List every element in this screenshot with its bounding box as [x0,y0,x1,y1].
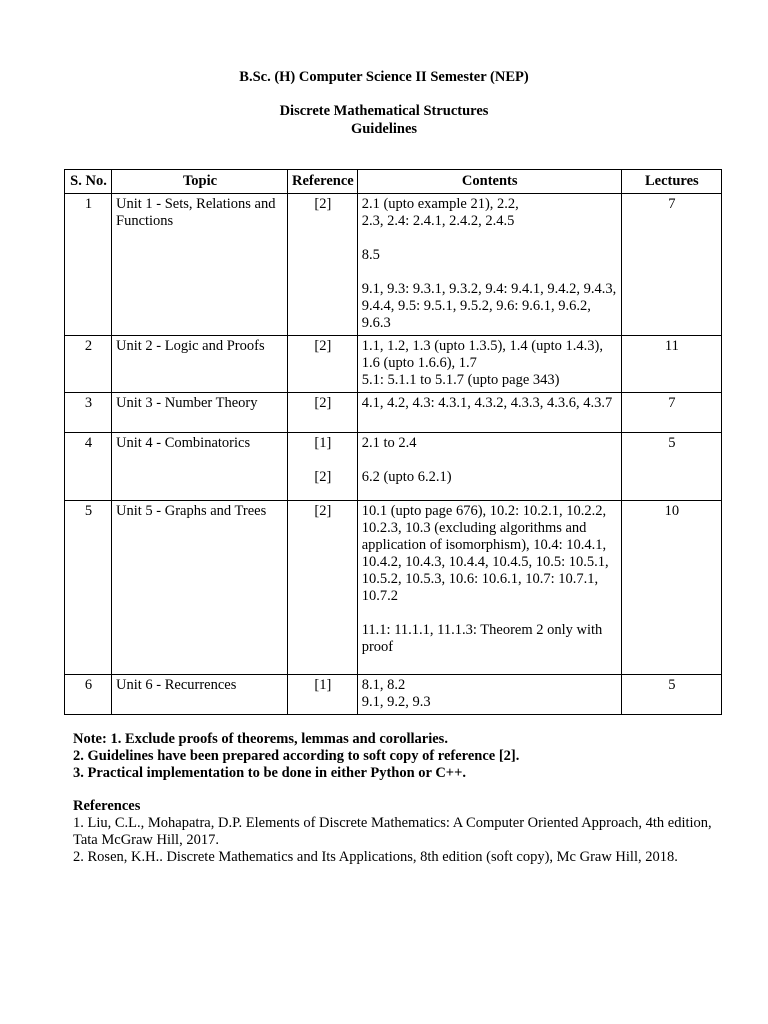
table-row [65,194,722,336]
cell-sno: 3 [65,393,112,433]
column-header-sno: S. No. [65,170,112,194]
cell-topic: Unit 5 - Graphs and Trees [112,501,288,675]
note-line: 3. Practical implementation to be done in either Python or C++. [73,765,466,781]
notes-section [73,731,519,782]
contents-block: 2.1 to 2.4 [361,435,417,451]
cell-topic: Unit 2 - Logic and Proofs [112,336,288,393]
cell-topic: Unit 3 - Number Theory [112,393,288,433]
contents-block: 10.1 (upto page 676), 10.2: 10.2.1, 10.2.2, 10.2.3, 10.3 (excluding algorithms and application of isomorphism), 10.4: 10.4.1, 10.4.2, 10.4.3, 10.4.4, 10.4.5, 10.5: 10.5.1, 10.5.2, 10.5.3, 10.6: 10.6.1, 10.7: 10.7.1, 10.7.2 [361,503,609,604]
reference-tag: [2] [314,338,332,354]
cell-lectures: 10 [621,501,721,675]
reference-item: 2. Rosen, K.H.. Discrete Mathematics and Its Applications, 8th edition (soft copy), Mc Graw Hill, 2018. [73,849,678,865]
contents-block: 6.2 (upto 6.2.1) [361,469,452,485]
reference-item: 1. Liu, C.L., Mohapatra, D.P. Elements of Discrete Mathematics: A Computer Oriented Approach, 4th edition, Tata McGraw Hill, 2017. [73,815,712,848]
reference-tag: [1] [314,677,332,693]
reference-tag: [2] [314,196,332,212]
column-header-contents: Contents [357,170,621,194]
table-row [65,675,722,715]
cell-contents [357,501,621,675]
reference-tag: [1] [314,435,332,451]
cell-reference [288,393,358,433]
reference-tag: [2] [314,395,332,411]
cell-contents [357,433,621,501]
contents-block: 9.1, 9.3: 9.3.1, 9.3.2, 9.4: 9.4.1, 9.4.2, 9.4.3, 9.4.4, 9.5: 9.5.1, 9.5.2, 9.6: 9.6.1, 9.6.2, 9.6.3 [361,281,617,331]
note-line: 2. Guidelines have been prepared according to soft copy of reference [2]. [73,748,520,764]
cell-sno: 5 [65,501,112,675]
cell-reference [288,194,358,336]
cell-lectures: 5 [621,433,721,501]
column-header-topic: Topic [112,170,288,194]
contents-block: 8.5 [361,247,380,263]
cell-reference [288,501,358,675]
cell-lectures: 11 [621,336,721,393]
cell-reference [288,336,358,393]
table-row [65,336,722,393]
contents-block: 1.1, 1.2, 1.3 (upto 1.3.5), 1.4 (upto 1.4.3), 1.6 (upto 1.6.6), 1.7 5.1: 5.1.1 to 5.1.7 (upto page 343) [361,338,603,388]
cell-sno: 2 [65,336,112,393]
cell-lectures: 7 [621,393,721,433]
table-row [65,501,722,675]
reference-tag: [2] [314,503,332,519]
table-body [65,194,722,715]
references-title: References [73,798,141,814]
cell-topic: Unit 6 - Recurrences [112,675,288,715]
contents-block: 2.1 (upto example 21), 2.2, 2.3, 2.4: 2.4.1, 2.4.2, 2.4.5 [361,196,519,229]
cell-topic: Unit 1 - Sets, Relations and Functions [112,194,288,336]
cell-lectures: 7 [621,194,721,336]
column-header-reference: Reference [288,170,358,194]
cell-reference [288,433,358,501]
table-row [65,433,722,501]
cell-contents [357,675,621,715]
cell-lectures: 5 [621,675,721,715]
column-header-lectures: Lectures [621,170,721,194]
cell-topic: Unit 4 - Combinatorics [112,433,288,501]
reference-tag: [2] [314,469,332,485]
course-title: B.Sc. (H) Computer Science II Semester (NEP) [239,69,529,85]
cell-contents [357,336,621,393]
contents-block: 4.1, 4.2, 4.3: 4.3.1, 4.3.2, 4.3.3, 4.3.6, 4.3.7 [361,395,613,411]
syllabus-table [64,169,722,715]
contents-block: 8.1, 8.2 9.1, 9.2, 9.3 [361,677,431,710]
table-header-row [65,170,722,194]
guidelines-subtitle: Guidelines [350,121,418,137]
cell-reference [288,675,358,715]
table-row [65,393,722,433]
cell-contents [357,194,621,336]
cell-contents [357,393,621,433]
contents-block: 11.1: 11.1.1, 11.1.3: Theorem 2 only with proof [361,622,603,655]
paper-title: Discrete Mathematical Structures [279,103,489,119]
references-section [73,798,713,866]
cell-sno: 6 [65,675,112,715]
cell-sno: 1 [65,194,112,336]
note-line: Note: 1. Exclude proofs of theorems, lemmas and corollaries. [73,731,448,747]
cell-sno: 4 [65,433,112,501]
